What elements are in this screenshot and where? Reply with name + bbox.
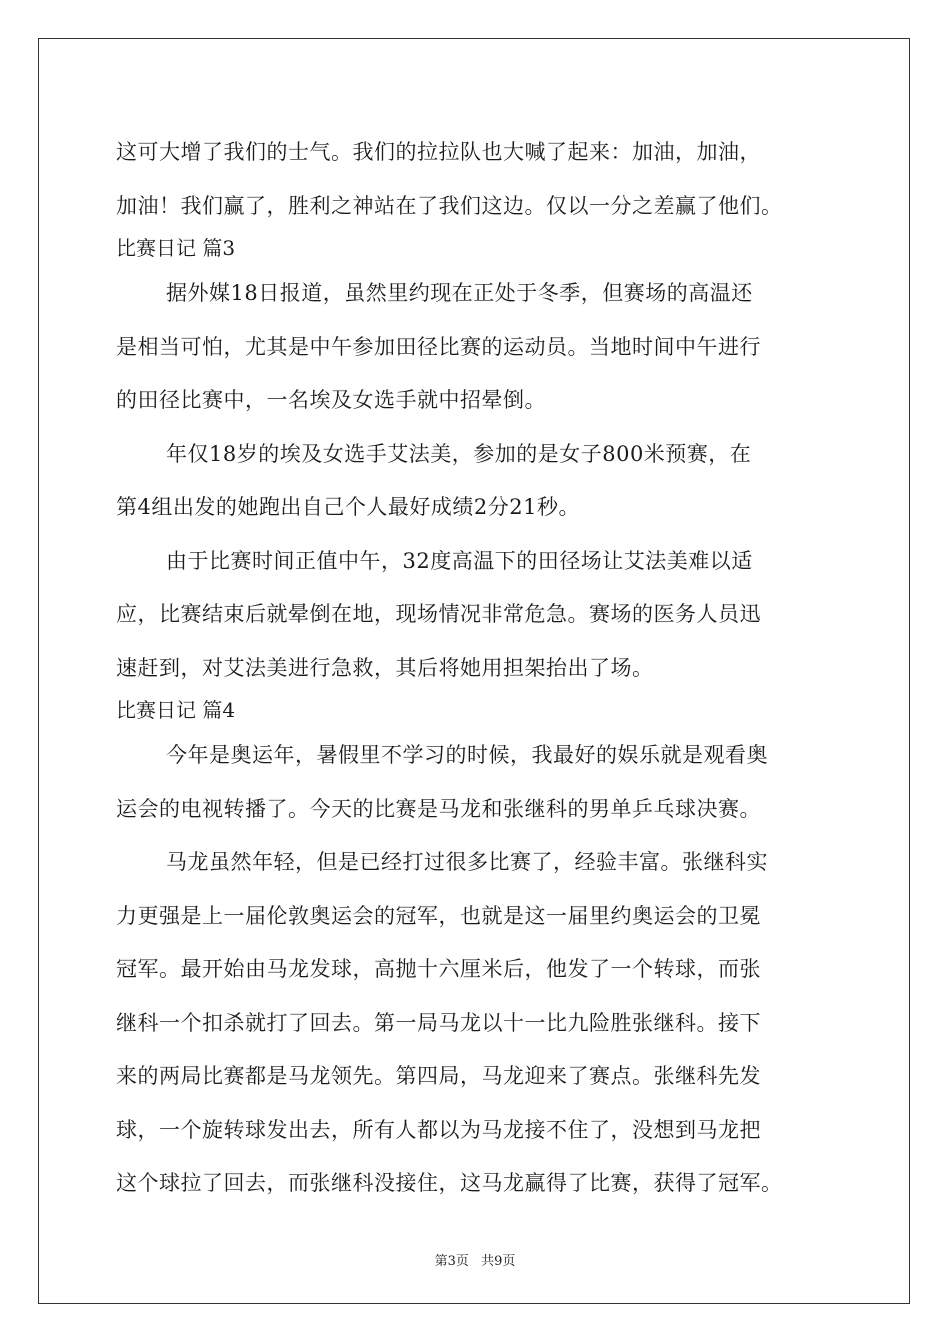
page-footer <box>0 1250 950 1269</box>
page-total: 共9页 <box>481 1254 516 1269</box>
section-heading: 比赛日记 篇4 <box>116 698 236 722</box>
paragraph-line: 第4组出发的她跑出自己个人最好成绩2分21秒。 <box>116 495 580 519</box>
paragraph-line: 应，比赛结束后就晕倒在地，现场情况非常危急。赛场的医务人员迅 <box>116 602 761 626</box>
paragraph-line: 继科一个扣杀就打了回去。第一局马龙以十一比九险胜张继科。接下 <box>116 1010 761 1035</box>
paragraph-line: 年仅18岁的埃及女选手艾法美，参加的是女子800米预赛，在 <box>166 441 752 466</box>
paragraph-line: 来的两局比赛都是马龙领先。第四局，马龙迎来了赛点。张继科先发 <box>116 1064 761 1088</box>
paragraph-line: 速赶到，对艾法美进行急救，其后将她用担架抬出了场。 <box>116 655 654 680</box>
paragraph-line: 据外媒18日报道，虽然里约现在正处于冬季，但赛场的高温还 <box>166 281 753 305</box>
paragraph-line: 马龙虽然年轻，但是已经打过很多比赛了，经验丰富。张继科实 <box>166 850 768 874</box>
paragraph-line: 冠军。最开始由马龙发球，高抛十六厘米后，他发了一个转球，而张 <box>116 957 761 981</box>
paragraph-line: 由于比赛时间正值中午，32度高温下的田径场让艾法美难以适 <box>166 548 753 573</box>
paragraph-line: 的田径比赛中，一名埃及女选手就中招晕倒。 <box>116 388 546 412</box>
document-body <box>116 126 836 1211</box>
paragraph-line: 加油！我们赢了，胜利之神站在了我们这边。仅以一分之差赢了他们。 <box>116 193 783 218</box>
paragraph-line: 是相当可怕，尤其是中午参加田径比赛的运动员。当地时间中午进行 <box>116 334 761 359</box>
paragraph-line: 球，一个旋转球发出去，所有人都以为马龙接不住了，没想到马龙把 <box>116 1117 761 1142</box>
paragraph-line: 力更强是上一届伦敦奥运会的冠军，也就是这一届里约奥运会的卫冕 <box>116 903 761 928</box>
page-number: 第3页 <box>434 1254 469 1269</box>
paragraph-line: 运会的电视转播了。今天的比赛是马龙和张继科的男单乒乓球决赛。 <box>116 796 761 821</box>
paragraph-line: 这个球拉了回去，而张继科没接住，这马龙赢得了比赛，获得了冠军。 <box>116 1171 783 1195</box>
section-heading: 比赛日记 篇3 <box>116 236 236 260</box>
paragraph-line: 今年是奥运年，暑假里不学习的时候，我最好的娱乐就是观看奥 <box>166 743 768 767</box>
paragraph-line: 这可大增了我们的士气。我们的拉拉队也大喊了起来：加油，加油， <box>116 140 761 164</box>
